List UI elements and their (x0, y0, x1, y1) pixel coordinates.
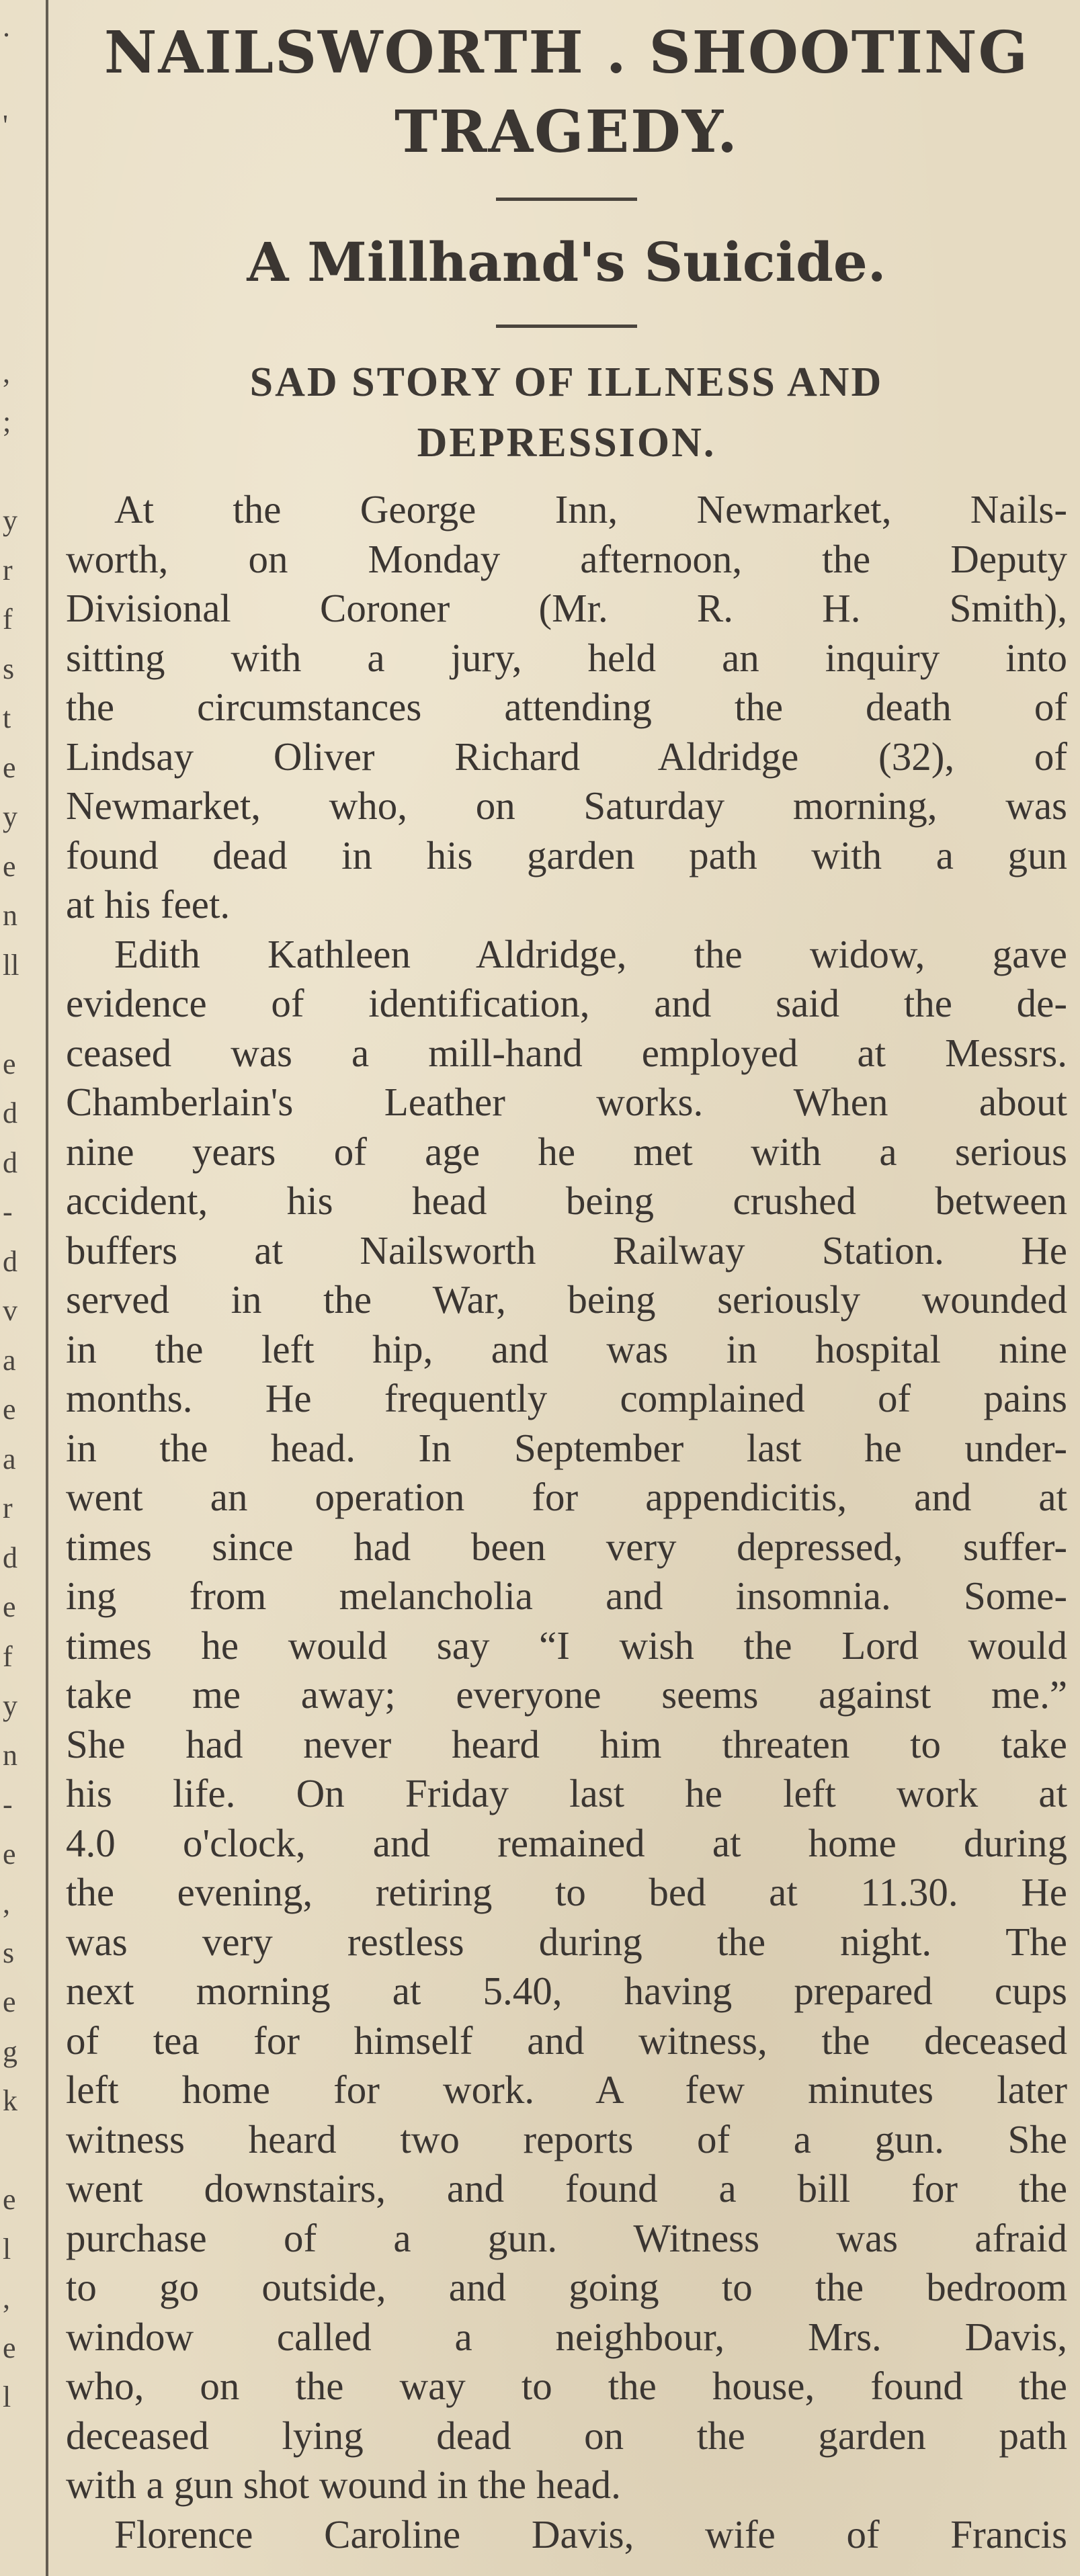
body-line: Edith Kathleen Aldridge, the widow, gave (114, 931, 1067, 976)
left-column-fragment: t (3, 701, 11, 734)
left-column-fragment: d (3, 1146, 17, 1179)
body-line: deceased lying dead on the garden path (66, 2413, 1067, 2458)
left-column-fragment: e (3, 1393, 16, 1426)
headline-line-2: TRAGEDY. (394, 98, 739, 166)
headline-divider (496, 198, 637, 201)
left-column-fragment: ' (3, 109, 8, 142)
left-column-fragment: r (3, 553, 13, 587)
column-rule (46, 0, 48, 2576)
headline (66, 13, 1067, 172)
body-line: Lindsay Oliver Richard Aldridge (32), of (66, 734, 1067, 779)
body-line: his life. On Friday last he left work at (66, 1771, 1067, 1815)
body-line: At the George Inn, Newmarket, Nails- (114, 487, 1067, 531)
body-line: Divisional Coroner (Mr. R. H. Smith), (66, 586, 1067, 630)
body-line: who, on the way to the house, found the (66, 2364, 1067, 2408)
left-column-fragment: , (3, 2282, 10, 2315)
body-line: evidence of identification, and said the de- (66, 981, 1067, 1025)
subhead-divider (496, 325, 637, 328)
body-line: went an operation for appendicitis, and at (66, 1475, 1067, 1519)
body-line: in the head. In September last he under- (66, 1425, 1067, 1470)
body-line: of tea for himself and witness, the deceased (66, 2018, 1067, 2063)
article (66, 13, 1067, 2559)
left-column-fragment: g (3, 2034, 17, 2068)
left-column-fragment: e (3, 2331, 16, 2364)
deck-line-2: DEPRESSION. (417, 420, 716, 466)
deck (66, 352, 1067, 473)
body-line: left home for work. A few minutes later (66, 2067, 1067, 2112)
body-line: months. He frequently complained of pains (66, 1376, 1067, 1420)
left-column-fragment: l (3, 2232, 11, 2266)
left-column-fragment: ll (3, 948, 19, 982)
left-column-fragment: ; (3, 405, 11, 438)
left-column-fragment: e (3, 1047, 16, 1080)
body-line: ceased was a mill-hand employed at Messrs. (66, 1030, 1067, 1075)
body-line: to go outside, and going to the bedroom (66, 2265, 1067, 2309)
left-column-fragments (0, 0, 40, 2576)
left-column-fragment: e (3, 1590, 16, 1623)
body-line: was very restless during the night. The (66, 1919, 1067, 1964)
body-line: in the left hip, and was in hospital nine (66, 1326, 1067, 1371)
left-column-fragment: - (3, 1788, 13, 1821)
left-column-fragment: , (3, 1887, 10, 1920)
body-line: Newmarket, who, on Saturday morning, was (66, 783, 1067, 828)
body-line: accident, his head being crushed between (66, 1178, 1067, 1223)
body-line: with a gun shot wound in the head. (66, 2462, 621, 2507)
body-line: worth, on Monday afternoon, the Deputy (66, 536, 1067, 581)
left-column-fragment: . (3, 10, 10, 43)
body-line: served in the War, being seriously wounded (66, 1277, 1067, 1322)
body-line: She had never heard him threaten to take (66, 1721, 1067, 1766)
left-column-fragment: n (3, 1738, 17, 1772)
left-column-fragment: a (3, 1343, 16, 1377)
body-line: 4.0 o'clock, and remained at home during (66, 1820, 1067, 1865)
left-column-fragment: s (3, 652, 15, 685)
body-line: the evening, retiring to bed at 11.30. He (66, 1870, 1067, 1914)
body-line: nine years of age he met with a serious (66, 1129, 1067, 1174)
headline-line-1: NAILSWORTH . SHOOTING (103, 19, 1030, 87)
left-column-fragment: e (3, 849, 16, 883)
left-column-fragment: d (3, 1097, 17, 1129)
body-line: buffers at Nailsworth Railway Station. He (66, 1228, 1067, 1273)
subheadline: A Millhand's Suicide. (247, 230, 886, 294)
left-column-fragment: s (3, 1936, 15, 1969)
body-line: went downstairs, and found a bill for the (66, 2166, 1067, 2210)
left-column-fragment: y (3, 504, 17, 537)
left-column-fragment: e (3, 1837, 16, 1871)
left-column-fragment: l (3, 2380, 11, 2413)
left-column-fragment: r (3, 1492, 13, 1525)
left-column-fragment: , (3, 355, 10, 389)
left-column-fragment: f (3, 603, 13, 636)
left-column-fragment: n (3, 899, 17, 932)
left-column-fragment: d (3, 1541, 17, 1574)
left-column-fragment: e (3, 1985, 16, 2018)
body-line: times since had been very depressed, suffer- (66, 1524, 1067, 1569)
left-column-fragment: d (3, 1244, 17, 1278)
left-column-fragment: - (3, 1195, 13, 1228)
body-line: window called a neighbour, Mrs. Davis, (66, 2314, 1067, 2359)
body-line: found dead in his garden path with a gun (66, 832, 1067, 877)
body-line: purchase of a gun. Witness was afraid (66, 2215, 1067, 2260)
article-body (66, 485, 1067, 2559)
body-line: the circumstances attending the death of (66, 685, 1067, 729)
left-column-fragment: y (3, 1689, 17, 1722)
left-column-fragment: k (3, 2084, 17, 2117)
left-column-fragment: e (3, 2183, 16, 2216)
left-column-fragment: e (3, 750, 16, 784)
body-line: ing from melancholia and insomnia. Some- (66, 1574, 1067, 1618)
body-line: times he would say “I wish the Lord would (66, 1623, 1067, 1668)
deck-line-1: SAD STORY OF ILLNESS AND (249, 359, 884, 405)
body-line: next morning at 5.40, having prepared cups (66, 1969, 1067, 2013)
body-line: take me away; everyone seems against me.” (66, 1672, 1067, 1717)
body-line: sitting with a jury, held an inquiry into (66, 635, 1067, 680)
left-column-fragment: f (3, 1639, 13, 1673)
left-column-fragment: a (3, 1442, 16, 1475)
left-column-fragment: v (3, 1294, 17, 1327)
body-line: at his feet. (66, 882, 231, 927)
body-line: witness heard two reports of a gun. She (66, 2116, 1067, 2161)
body-line: Florence Caroline Davis, wife of Francis (114, 2511, 1067, 2557)
left-column-fragment: y (3, 800, 17, 833)
body-line: Chamberlain's Leather works. When about (66, 1080, 1067, 1124)
